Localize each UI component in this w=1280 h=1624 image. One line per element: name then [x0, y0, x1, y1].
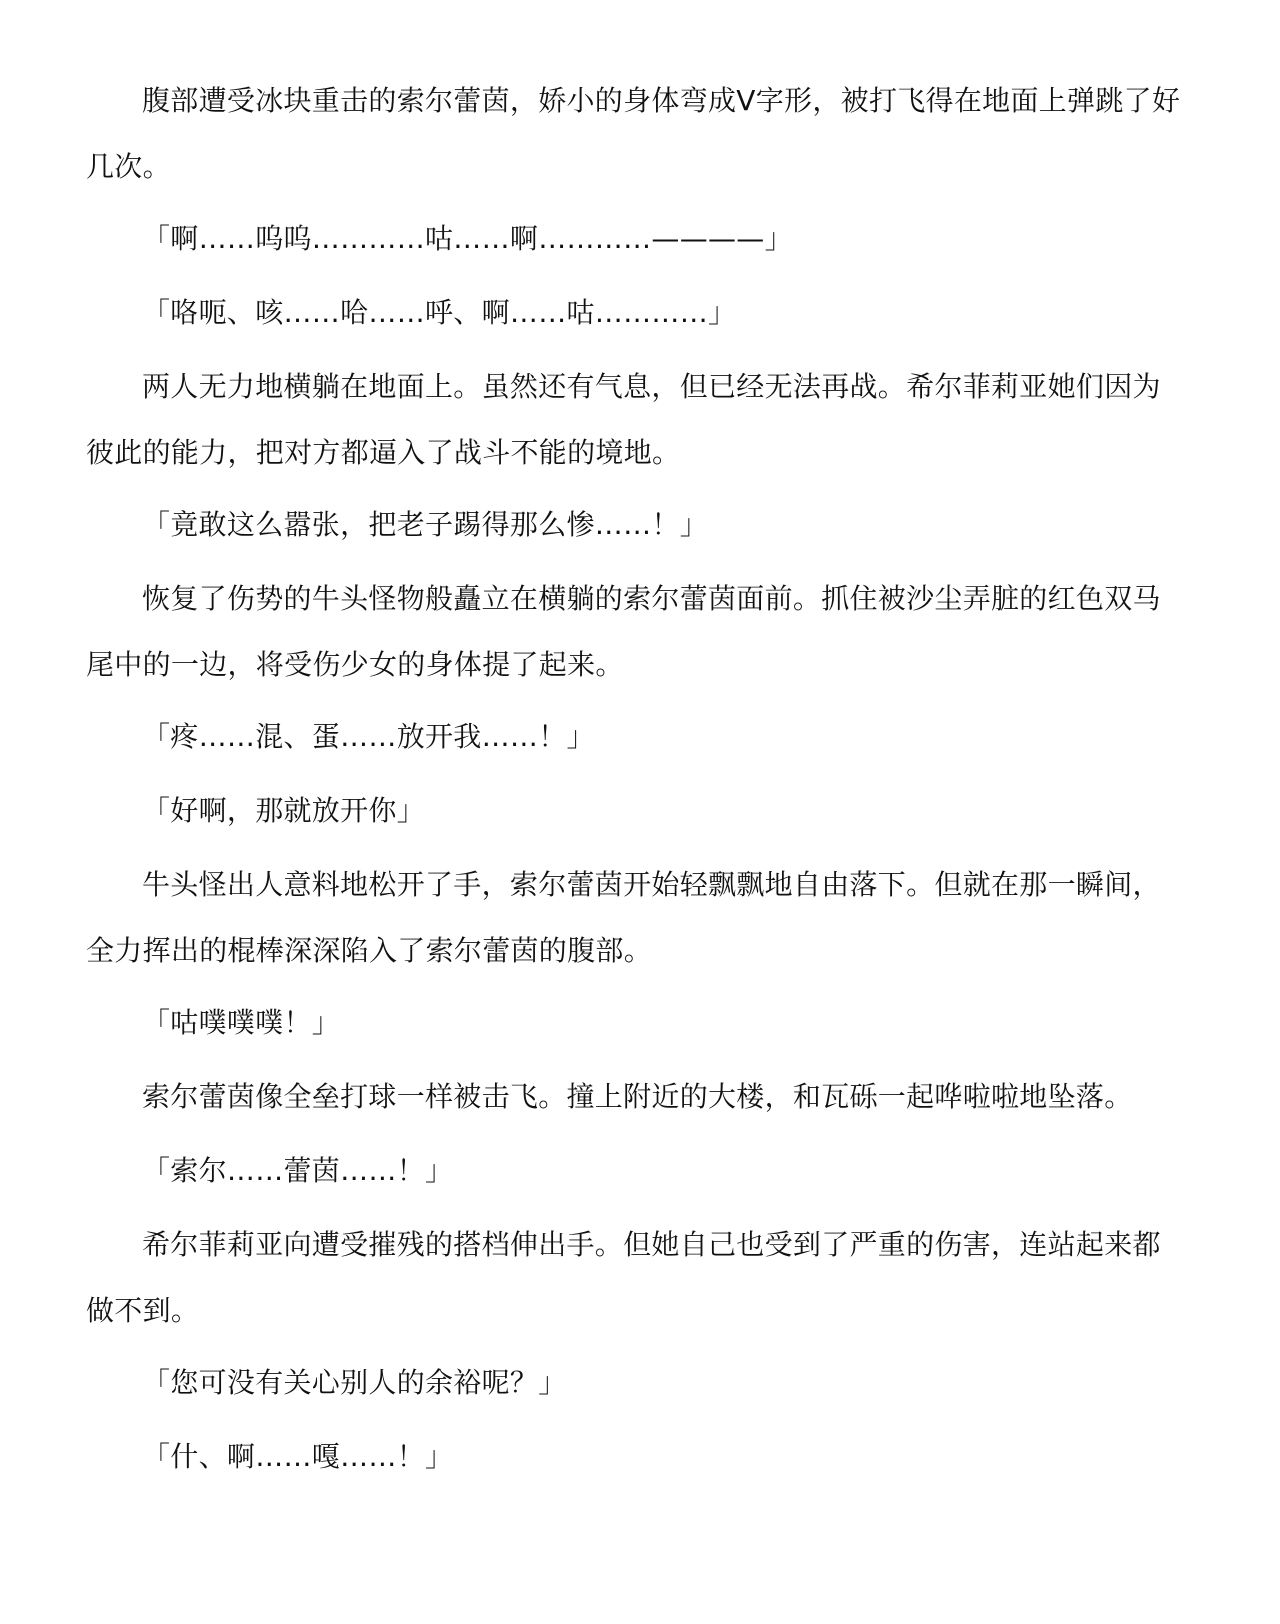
dialogue-line: 「竟敢这么嚣张，把老子踢得那么惨……！」: [142, 508, 709, 541]
dialogue-line: 「啊……呜呜…………咕……啊…………————」: [142, 222, 793, 255]
dialogue-line: 「您可没有关心别人的余裕呢？」: [142, 1366, 567, 1399]
dialogue-line: 「咯呃、咳……哈……呼、啊……咕…………」: [142, 296, 737, 329]
paragraph: 两人无力地横躺在地面上。虽然还有气息，但已经无法再战。希尔菲莉亚她们因为彼此的能力，把对方都逼入了战斗不能的境地。: [86, 370, 1161, 469]
dialogue-line: 「好啊，那就放开你」: [142, 794, 426, 827]
paragraph: 牛头怪出人意料地松开了手，索尔蕾茵开始轻飘飘地自由落下。但就在那一瞬间，全力挥出的棍棒深深陷入了索尔蕾茵的腹部。: [86, 868, 1161, 967]
paragraph: 索尔蕾茵像全垒打球一样被击飞。撞上附近的大楼，和瓦砾一起哗啦啦地坠落。: [142, 1080, 1133, 1113]
paragraph: 希尔菲莉亚向遭受摧残的搭档伸出手。但她自己也受到了严重的伤害，连站起来都做不到。: [86, 1228, 1161, 1327]
paragraph: 恢复了伤势的牛头怪物般矗立在横躺的索尔蕾茵面前。抓住被沙尘弄脏的红色双马尾中的一边，将受伤少女的身体提了起来。: [86, 582, 1161, 681]
paragraph: 腹部遭受冰块重击的索尔蕾茵，娇小的身体弯成V字形，被打飞得在地面上弹跳了好几次。: [86, 84, 1181, 183]
dialogue-line: 「咕噗噗噗！」: [142, 1006, 341, 1039]
dialogue-line: 「索尔……蕾茵……！」: [142, 1154, 454, 1187]
dialogue-line: 「疼……混、蛋……放开我……！」: [142, 720, 595, 753]
dialogue-line: 「什、啊……嘎……！」: [142, 1440, 454, 1473]
